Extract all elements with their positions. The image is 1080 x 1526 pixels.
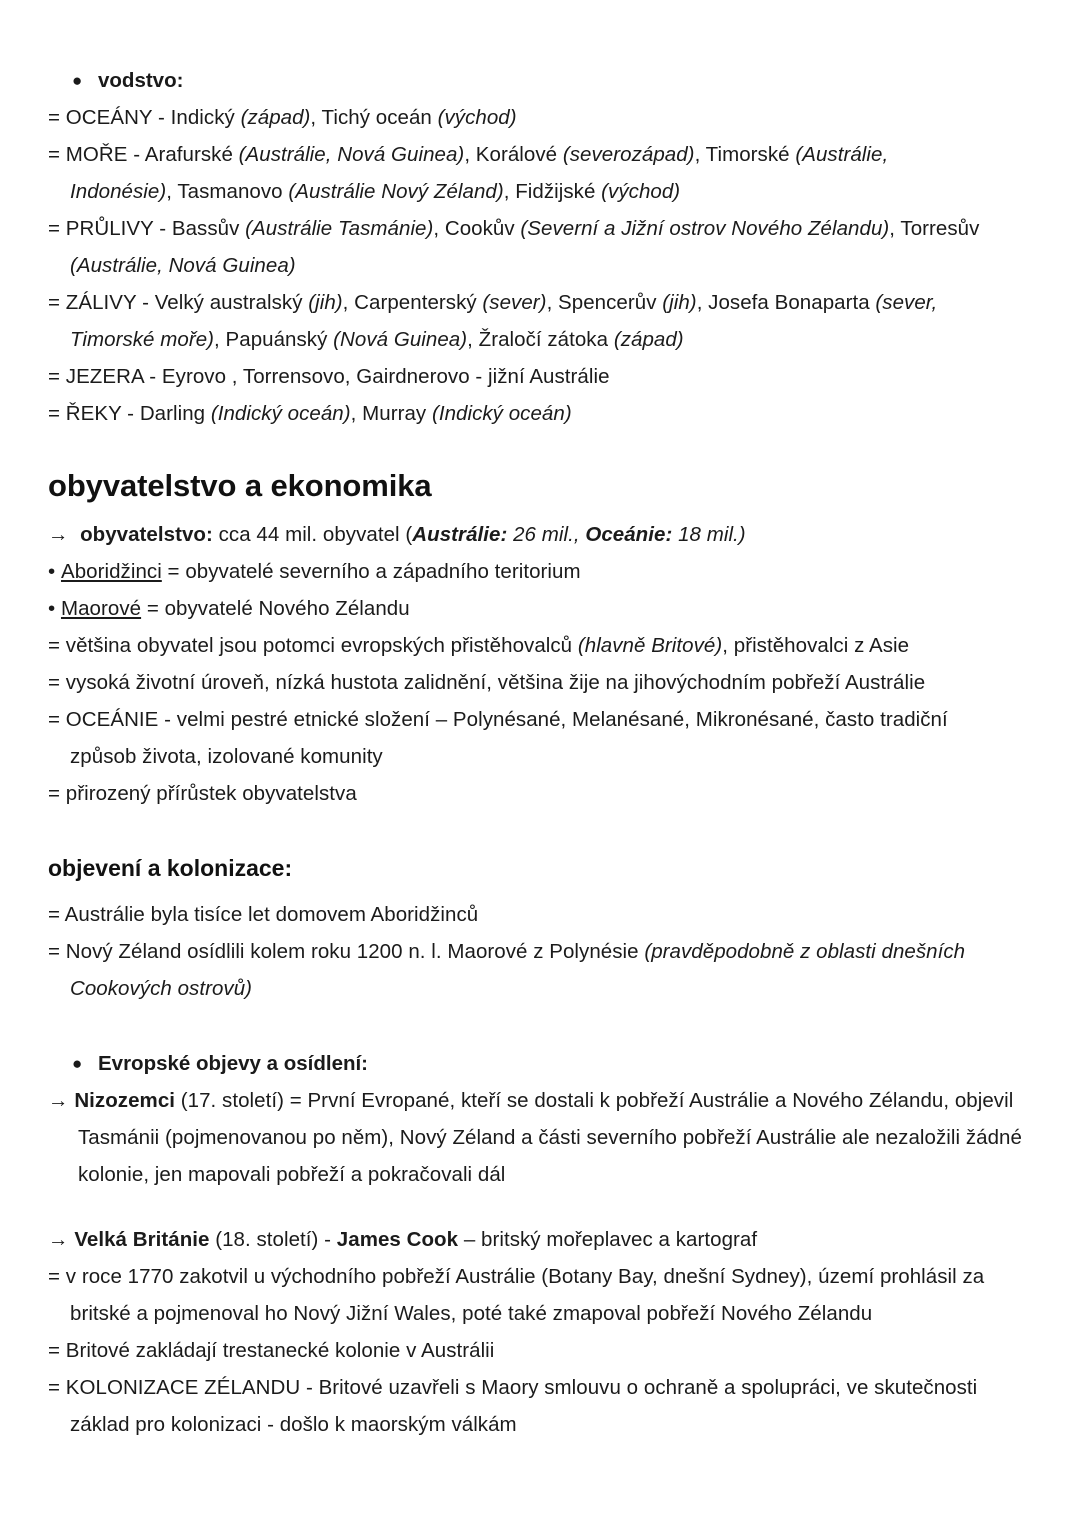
entry-part: vysoká životní úroveň, nízká hustota zalidnění, většina žije na jihovýchodním pobřeží Austrálie: [65, 671, 926, 694]
entry-marker: =: [48, 1265, 66, 1288]
entry-label: PRŮLIVY -: [65, 217, 172, 240]
population-entry-livingstandard: [48, 664, 1025, 701]
entry-part: (Austrálie, Nová Guinea): [70, 254, 296, 277]
population-entry-descendants: [48, 627, 1025, 664]
european-discovery-section: [48, 1045, 1032, 1443]
entry-part: Nový Zéland osídlili kolem roku 1200 n. l. Maorové z Polynésie: [65, 940, 645, 963]
entry-part: (západ): [240, 106, 311, 129]
water-section: [48, 62, 1032, 432]
britain-century: (18. století) -: [209, 1228, 337, 1251]
entry-marker: =: [48, 143, 66, 166]
entry-marker: =: [48, 1376, 66, 1399]
james-cook-description: – britský mořeplavec a kartograf: [458, 1228, 758, 1251]
dot-bullet-icon: •: [48, 560, 56, 583]
bullet-icon: ●: [72, 71, 83, 90]
entry-part: , přistěhovalci z Asie: [722, 634, 910, 657]
entry-marker: =: [48, 940, 66, 963]
entry-label: ŘEKY -: [65, 402, 140, 425]
maori-term: Maorové: [60, 597, 142, 620]
entry-marker: =: [48, 708, 66, 731]
arrow-icon: →: [48, 523, 69, 546]
james-cook-label: James Cook: [336, 1228, 459, 1251]
entry-part: KOLONIZACE ZÉLANDU - Britové uzavřeli s Maory smlouvu o ochraně a spolupráci, ve skutečnosti základ pro kolonizaci - došlo k maorským válkám: [65, 1376, 978, 1436]
entry-part: (jih): [662, 291, 697, 314]
water-entry-reky: [48, 395, 1025, 432]
water-section-heading-label: vodstvo:: [98, 69, 184, 92]
entry-part: , Murray: [350, 402, 432, 425]
population-section-title: obyvatelstvo a ekonomika: [48, 468, 432, 503]
aborigines-term: Aboridžinci: [60, 560, 162, 583]
entry-part: , Žraločí zátoka: [467, 328, 614, 351]
entry-part: (Austrálie, Indonésie): [70, 143, 889, 203]
entry-part: v roce 1770 zakotvil u východního pobřeží Austrálie (Botany Bay, dnešní Sydney), území prohlásil za britské a pojmenoval ho Nový Jižní Wales, poté také zmapoval pobřeží Nového Zélandu: [65, 1265, 985, 1325]
entry-part: , Tasmanovo: [166, 180, 289, 203]
colonization-entry-maori: [48, 933, 1015, 1007]
entry-marker: =: [48, 106, 66, 129]
entry-part: (Severní a Jižní ostrov Nového Zélandu): [520, 217, 890, 240]
dutch-description: (17. století) = První Evropané, kteří se dostali k pobřeží Austrálie a Nového Zélandu, objevil Tasmánii (pojmenovanou po něm), Nový Zéland a části severního pobřeží Austrálie ale nezaložili žádné kolonie, jen mapovali pobřeží a pokračovali dál: [78, 1089, 1022, 1186]
entry-marker: =: [48, 671, 66, 694]
entry-part: (Austrálie Tasmánie): [245, 217, 434, 240]
entry-part: (Indický oceán): [210, 402, 351, 425]
entry-marker: =: [48, 365, 66, 388]
arrow-icon: →: [48, 1228, 69, 1251]
european-section-heading: [48, 1045, 1032, 1082]
water-entry-more: [48, 136, 975, 210]
entry-part: (východ): [601, 180, 681, 203]
entry-part: Eyrovo , Torrensovo, Gairdnerovo - jižní Austrálie: [161, 365, 610, 388]
entry-part: , Cookův: [433, 217, 521, 240]
britain-entry-zealand-colonization: [48, 1369, 1025, 1443]
oceania-label: Oceánie:: [585, 523, 673, 546]
britain-label: Velká Británie: [74, 1228, 210, 1251]
entry-label: OCEÁNY -: [65, 106, 171, 129]
entry-part: , Korálové: [464, 143, 563, 166]
arrow-icon: →: [48, 1089, 69, 1112]
entry-part: Bassův: [171, 217, 246, 240]
population-entry-growth: [48, 775, 1025, 812]
colonization-section: [48, 850, 1032, 1007]
entry-label: JEZERA -: [65, 365, 162, 388]
australia-value: 26 mil.,: [507, 523, 586, 546]
entry-part: , Papuánský: [214, 328, 334, 351]
entry-part: Arafurské: [144, 143, 239, 166]
dutch-label: Nizozemci: [74, 1089, 176, 1112]
entry-part: , Timorské: [694, 143, 796, 166]
water-entry-oceany: [48, 99, 1025, 136]
entry-part: Indický: [170, 106, 241, 129]
entry-part: (východ): [437, 106, 517, 129]
entry-part: Darling: [139, 402, 211, 425]
entry-part: , Fidžijské: [503, 180, 602, 203]
population-section: [48, 466, 1032, 812]
entry-part: , Spencerův: [546, 291, 663, 314]
dot-bullet-icon: •: [48, 597, 56, 620]
entry-part: (jih): [308, 291, 343, 314]
entry-marker: =: [48, 782, 66, 805]
entry-part: (sever): [482, 291, 547, 314]
dutch-line: [48, 1082, 1028, 1193]
population-text: cca 44 mil. obyvatel: [212, 523, 406, 546]
oceania-value: 18 mil.): [672, 523, 746, 546]
entry-marker: =: [48, 634, 66, 657]
entry-part: , Torresův: [889, 217, 980, 240]
britain-line: [48, 1221, 1028, 1258]
entry-part: (Nová Guinea): [333, 328, 468, 351]
britain-entry-1770: [48, 1258, 1015, 1332]
entry-part: (severozápad): [562, 143, 695, 166]
australia-label: Austrálie:: [412, 523, 508, 546]
entry-marker: =: [48, 402, 66, 425]
entry-part: Velký australský: [154, 291, 309, 314]
maori-description: = obyvatelé Nového Zélandu: [141, 597, 410, 620]
entry-part: OCEÁNIE - velmi pestré etnické složení – Polynésané, Melanésané, Mikronésané, často tradiční způsob života, izolované komunity: [65, 708, 948, 768]
european-section-heading-label: Evropské objevy a osídlení:: [98, 1052, 369, 1075]
colonization-section-title: objevení a kolonizace:: [48, 855, 293, 881]
water-entry-prulivy: [48, 210, 1025, 284]
population-entry-oceania: [48, 701, 1015, 775]
entry-part: přirozený přírůstek obyvatelstva: [65, 782, 357, 805]
entry-part: (sever, Timorské moře): [70, 291, 938, 351]
entry-marker: =: [48, 903, 65, 926]
maori-line: [48, 590, 1032, 627]
population-label: obyvatelstvo:: [80, 523, 213, 546]
entry-part: , Carpenterský: [342, 291, 483, 314]
entry-label: ZÁLIVY -: [65, 291, 155, 314]
entry-part: , Josefa Bonaparta: [696, 291, 876, 314]
population-paren-open: (: [405, 523, 413, 546]
aborigines-description: = obyvatelé severního a západního teritorium: [161, 560, 581, 583]
entry-part: (Austrálie, Nová Guinea): [238, 143, 465, 166]
bullet-icon: ●: [72, 1054, 83, 1073]
entry-part: většina obyvatel jsou potomci evropských přistěhovalců: [65, 634, 578, 657]
colonization-entry-aborigines: [48, 896, 1025, 933]
aborigines-line: [48, 553, 1032, 590]
entry-marker: =: [48, 217, 66, 240]
water-section-heading: [48, 62, 1032, 99]
population-count-line: [48, 516, 1028, 553]
entry-part: (Austrálie Nový Zéland): [288, 180, 504, 203]
entry-marker: =: [48, 1339, 66, 1362]
water-entry-zalivy: [48, 284, 1015, 358]
britain-entry-penal-colonies: [48, 1332, 1025, 1369]
entry-part: (západ): [613, 328, 684, 351]
entry-label: MOŘE -: [65, 143, 145, 166]
entry-part: (hlavně Britové): [577, 634, 723, 657]
entry-part: (pravděpodobně z oblasti dnešních Cookových ostrovů): [70, 940, 966, 1000]
entry-part: Austrálie byla tisíce let domovem Aboridžinců: [64, 903, 479, 926]
entry-marker: =: [48, 291, 66, 314]
water-entry-jezera: [48, 358, 1025, 395]
entry-part: , Tichý oceán: [310, 106, 438, 129]
entry-part: (Indický oceán): [431, 402, 572, 425]
entry-part: Britové zakládají trestanecké kolonie v Austrálii: [65, 1339, 495, 1362]
